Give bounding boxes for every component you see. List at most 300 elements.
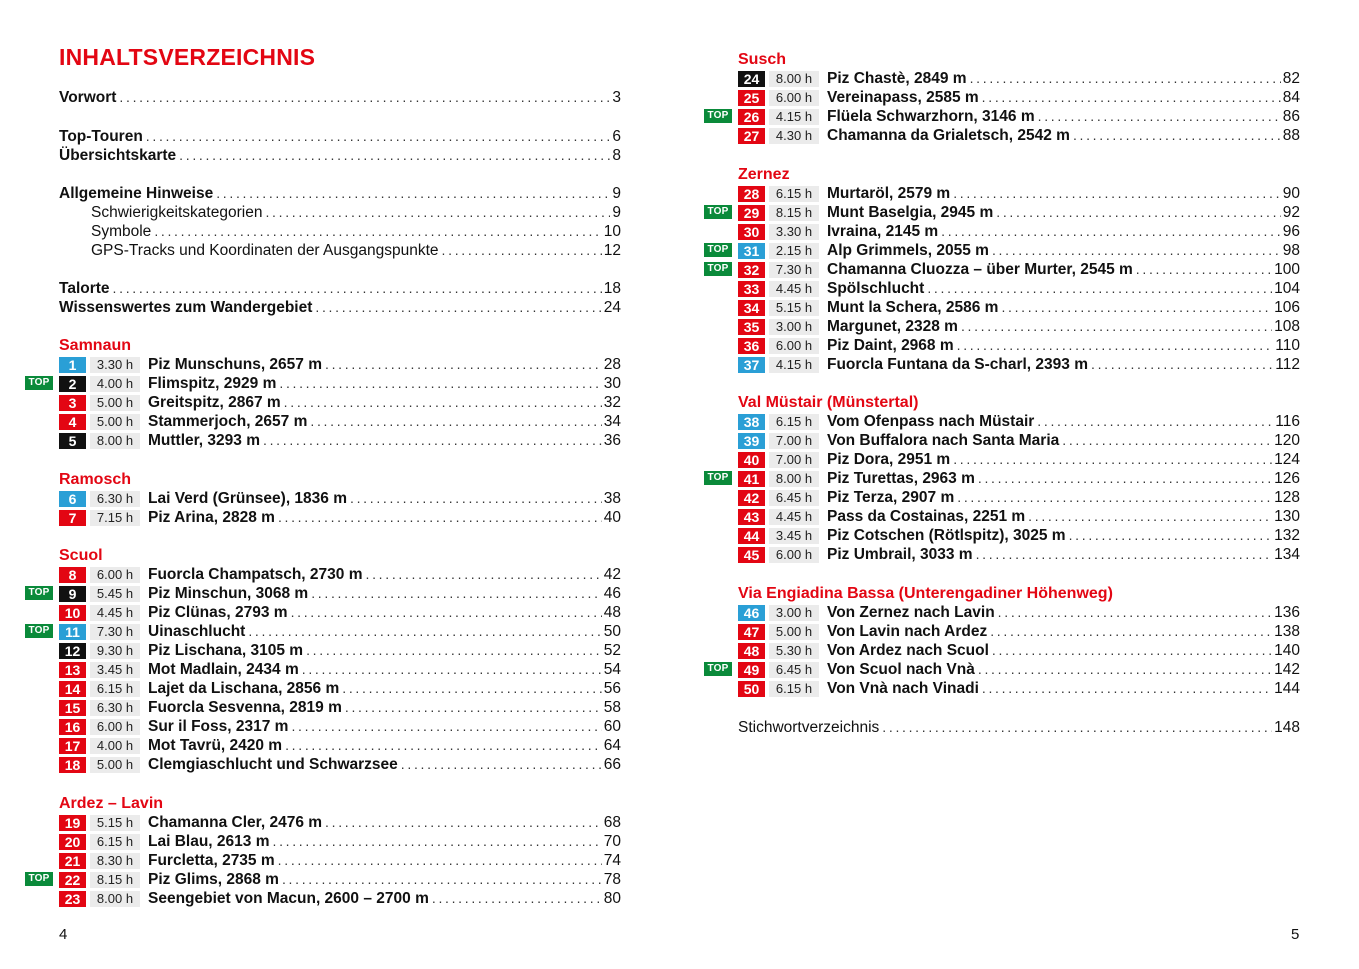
- tour-entry[interactable]: [28, 870, 621, 889]
- tour-number-badge: 9: [59, 586, 86, 602]
- tour-title: Lajet da Lischana, 2856 m: [148, 680, 340, 697]
- tour-page-number: 120: [1274, 432, 1300, 449]
- tour-number-badge: 1: [59, 357, 86, 373]
- tour-number-badge: 6: [59, 491, 86, 507]
- walking-time: 8.30 h: [90, 853, 140, 869]
- tour-entry[interactable]: [738, 679, 1300, 698]
- tour-page-number: 82: [1282, 70, 1300, 87]
- tour-entry[interactable]: [59, 412, 621, 431]
- dot-leader: [957, 336, 1274, 355]
- walking-time: 6.15 h: [769, 414, 819, 430]
- dot-leader: [961, 317, 1272, 336]
- tour-title: Von Buffalora nach Santa Maria: [827, 432, 1060, 449]
- tour-title: Piz Dora, 2951 m: [827, 451, 951, 468]
- tour-page-number: 112: [1275, 356, 1300, 373]
- walking-time: 6.15 h: [90, 834, 140, 850]
- dot-leader: [978, 660, 1272, 679]
- dot-leader: [342, 679, 601, 698]
- tour-page-number: 42: [603, 566, 621, 583]
- tour-entry[interactable]: [59, 508, 621, 527]
- tour-title: Chamanna Cluozza – über Murter, 2545 m: [827, 261, 1133, 278]
- tour-page-number: 64: [603, 737, 621, 754]
- tour-number-badge: 30: [738, 224, 765, 240]
- walking-time: 3.00 h: [769, 319, 819, 335]
- tour-page-number: 50: [603, 623, 621, 640]
- tour-number-badge: 10: [59, 605, 86, 621]
- tour-title: Ivraina, 2145 m: [827, 223, 939, 240]
- tour-entry[interactable]: [59, 431, 621, 450]
- region-heading: Samnaun: [59, 337, 132, 354]
- page-number-right: 5: [1291, 926, 1300, 943]
- tour-title: Munt Baselgia, 2945 m: [827, 204, 994, 221]
- tour-number-badge: 48: [738, 643, 765, 659]
- tour-page-number: 90: [1282, 185, 1300, 202]
- tour-page-number: 96: [1282, 223, 1300, 240]
- tour-title: Von Zernez nach Lavin: [827, 604, 995, 621]
- walking-time: 5.15 h: [90, 815, 140, 831]
- tour-entry[interactable]: [738, 126, 1300, 145]
- tour-entry[interactable]: [738, 603, 1300, 622]
- top-tour-badge: TOP: [25, 376, 53, 390]
- tour-number-badge: 15: [59, 700, 86, 716]
- entry-label: Schwierigkeitskategorien: [91, 204, 263, 221]
- region-heading: Via Engiadina Bassa (Unterengadiner Höhenweg): [738, 585, 1113, 602]
- tour-entry[interactable]: [707, 660, 1300, 679]
- tour-number-badge: 37: [738, 357, 765, 373]
- tour-title: Clemgiaschlucht und Schwarzsee: [148, 756, 398, 773]
- tour-page-number: 140: [1274, 642, 1300, 659]
- dot-leader: [1073, 126, 1281, 145]
- top-tour-badge: TOP: [704, 662, 732, 676]
- tour-entry[interactable]: [59, 755, 621, 774]
- walking-time: 5.45 h: [90, 586, 140, 602]
- tour-title: Stammerjoch, 2657 m: [148, 413, 308, 430]
- entry-label: Vorwort: [59, 89, 117, 106]
- entry-page-number: 9: [612, 204, 621, 221]
- walking-time: 7.30 h: [90, 624, 140, 640]
- tour-entry[interactable]: [738, 355, 1300, 374]
- tour-number-badge: 19: [59, 815, 86, 831]
- entry-label: Wissenswertes zum Wandergebiet: [59, 299, 313, 316]
- tour-entry[interactable]: [59, 889, 621, 908]
- tour-title: Flimspitz, 2929 m: [148, 375, 277, 392]
- top-tour-badge: TOP: [704, 109, 732, 123]
- tour-entry[interactable]: [59, 489, 621, 508]
- tour-title: Von Scuol nach Vnà: [827, 661, 975, 678]
- tour-number-badge: 49: [738, 662, 765, 678]
- tour-entry[interactable]: [59, 698, 621, 717]
- dot-leader: [216, 184, 610, 203]
- toc-title: INHALTSVERZEICHNIS: [59, 44, 316, 70]
- tour-entry[interactable]: [707, 241, 1300, 260]
- region-heading: Ramosch: [59, 471, 132, 488]
- walking-time: 8.15 h: [769, 205, 819, 221]
- dot-leader: [953, 450, 1272, 469]
- walking-time: 6.30 h: [90, 491, 140, 507]
- tour-number-badge: 38: [738, 414, 765, 430]
- tour-entry[interactable]: [738, 526, 1300, 545]
- tour-page-number: 144: [1274, 680, 1300, 697]
- toc-entry[interactable]: [59, 222, 621, 241]
- dot-leader: [978, 469, 1272, 488]
- dot-leader: [366, 565, 602, 584]
- region-heading: Scuol: [59, 547, 103, 564]
- tour-title: Mot Tavrü, 2420 m: [148, 737, 283, 754]
- dot-leader: [284, 393, 602, 412]
- dot-leader: [265, 203, 610, 222]
- dot-leader: [1037, 412, 1273, 431]
- tour-entry[interactable]: [59, 832, 621, 851]
- tour-entry[interactable]: [707, 469, 1300, 488]
- tour-entry[interactable]: [738, 507, 1300, 526]
- toc-entry[interactable]: [59, 88, 621, 107]
- tour-title: Piz Daint, 2968 m: [827, 337, 954, 354]
- tour-entry[interactable]: [59, 565, 621, 584]
- entry-page-number: 12: [603, 242, 621, 259]
- tour-number-badge: 36: [738, 338, 765, 354]
- tour-page-number: 104: [1274, 280, 1300, 297]
- dot-leader: [982, 679, 1272, 698]
- tour-entry[interactable]: [707, 260, 1300, 279]
- tour-number-badge: 20: [59, 834, 86, 850]
- tour-page-number: 30: [603, 375, 621, 392]
- walking-time: 8.00 h: [90, 891, 140, 907]
- dot-leader: [1028, 507, 1272, 526]
- tour-entry[interactable]: [59, 736, 621, 755]
- dot-leader: [350, 489, 602, 508]
- tour-title: Furcletta, 2735 m: [148, 852, 275, 869]
- tour-entry[interactable]: [738, 279, 1300, 298]
- tour-page-number: 106: [1274, 299, 1300, 316]
- tour-entry[interactable]: [738, 431, 1300, 450]
- top-tour-badge: TOP: [25, 586, 53, 600]
- tour-page-number: 58: [603, 699, 621, 716]
- tour-title: Muttler, 3293 m: [148, 432, 260, 449]
- tour-entry[interactable]: [28, 584, 621, 603]
- tour-number-badge: 4: [59, 414, 86, 430]
- tour-page-number: 48: [603, 604, 621, 621]
- tour-number-badge: 28: [738, 186, 765, 202]
- tour-number-badge: 40: [738, 452, 765, 468]
- tour-page-number: 80: [603, 890, 621, 907]
- tour-number-badge: 27: [738, 128, 765, 144]
- tour-title: Chamanna Cler, 2476 m: [148, 814, 323, 831]
- entry-label: Top-Touren: [59, 128, 143, 145]
- toc-entry[interactable]: [59, 146, 621, 165]
- tour-page-number: 66: [603, 756, 621, 773]
- tour-entry[interactable]: [738, 184, 1300, 203]
- tour-page-number: 46: [603, 585, 621, 602]
- dot-leader: [113, 279, 602, 298]
- toc-entry[interactable]: [59, 279, 621, 298]
- toc-entry[interactable]: [59, 298, 621, 317]
- tour-number-badge: 23: [59, 891, 86, 907]
- tour-number-badge: 35: [738, 319, 765, 335]
- tour-title: Munt la Schera, 2586 m: [827, 299, 999, 316]
- tour-page-number: 36: [603, 432, 621, 449]
- tour-title: Lai Verd (Grünsee), 1836 m: [148, 490, 348, 507]
- tour-entry[interactable]: [59, 641, 621, 660]
- tour-entry[interactable]: [59, 393, 621, 412]
- tour-page-number: 52: [603, 642, 621, 659]
- dot-leader: [285, 736, 602, 755]
- tour-title: Margunet, 2328 m: [827, 318, 958, 335]
- dot-leader: [401, 755, 602, 774]
- tour-entry[interactable]: [738, 622, 1300, 641]
- dot-leader: [432, 889, 602, 908]
- tour-number-badge: 39: [738, 433, 765, 449]
- tour-page-number: 60: [603, 718, 621, 735]
- tour-title: Piz Cotschen (Rötlspitz), 3025 m: [827, 527, 1066, 544]
- walking-time: 4.45 h: [90, 605, 140, 621]
- tour-number-badge: 47: [738, 624, 765, 640]
- tour-title: Vom Ofenpass nach Müstair: [827, 413, 1035, 430]
- region-heading: Ardez – Lavin: [59, 795, 164, 812]
- tour-number-badge: 13: [59, 662, 86, 678]
- tour-entry[interactable]: [28, 622, 621, 641]
- dot-leader: [976, 545, 1273, 564]
- tour-entry[interactable]: [738, 488, 1300, 507]
- tour-title: Piz Arina, 2828 m: [148, 509, 275, 526]
- tour-page-number: 98: [1282, 242, 1300, 259]
- tour-entry[interactable]: [738, 641, 1300, 660]
- entry-page-number: 18: [603, 280, 621, 297]
- dot-leader: [306, 641, 602, 660]
- tour-title: Von Ardez nach Scuol: [827, 642, 989, 659]
- dot-leader: [272, 832, 601, 851]
- tour-entry[interactable]: [59, 355, 621, 374]
- tour-page-number: 38: [603, 490, 621, 507]
- walking-time: 4.45 h: [769, 509, 819, 525]
- toc-entry[interactable]: [59, 241, 621, 260]
- toc-entry[interactable]: [59, 184, 621, 203]
- entry-page-number: 10: [603, 223, 621, 240]
- entry-page-number: 3: [612, 89, 621, 106]
- toc-entry[interactable]: [738, 718, 1300, 737]
- walking-time: 6.45 h: [769, 662, 819, 678]
- walking-time: 4.00 h: [90, 376, 140, 392]
- walking-time: 6.15 h: [90, 681, 140, 697]
- tour-number-badge: 17: [59, 738, 86, 754]
- tour-title: Von Lavin nach Ardez: [827, 623, 988, 640]
- tour-page-number: 108: [1274, 318, 1300, 335]
- dot-leader: [311, 584, 602, 603]
- walking-time: 5.00 h: [90, 757, 140, 773]
- tour-number-badge: 14: [59, 681, 86, 697]
- tour-entry[interactable]: [738, 450, 1300, 469]
- tour-entry[interactable]: [59, 603, 621, 622]
- tour-page-number: 34: [603, 413, 621, 430]
- tour-number-badge: 33: [738, 281, 765, 297]
- walking-time: 8.00 h: [769, 71, 819, 87]
- tour-title: Spölschlucht: [827, 280, 925, 297]
- walking-time: 9.30 h: [90, 643, 140, 659]
- walking-time: 5.00 h: [90, 395, 140, 411]
- dot-leader: [325, 813, 602, 832]
- tour-number-badge: 21: [59, 853, 86, 869]
- tour-number-badge: 34: [738, 300, 765, 316]
- walking-time: 6.00 h: [769, 547, 819, 563]
- tour-number-badge: 41: [738, 471, 765, 487]
- walking-time: 7.15 h: [90, 510, 140, 526]
- tour-title: Piz Terza, 2907 m: [827, 489, 955, 506]
- tour-entry[interactable]: [738, 88, 1300, 107]
- tour-page-number: 124: [1274, 451, 1300, 468]
- tour-page-number: 136: [1274, 604, 1300, 621]
- top-tour-badge: TOP: [704, 205, 732, 219]
- entry-label: Allgemeine Hinweise: [59, 185, 214, 202]
- tour-page-number: 116: [1275, 413, 1300, 430]
- dot-leader: [119, 88, 610, 107]
- tour-page-number: 70: [603, 833, 621, 850]
- dot-leader: [1001, 298, 1272, 317]
- tour-number-badge: 50: [738, 681, 765, 697]
- dot-leader: [279, 374, 601, 393]
- dot-leader: [996, 203, 1280, 222]
- tour-entry[interactable]: [59, 717, 621, 736]
- tour-title: Fuorcla Champatsch, 2730 m: [148, 566, 363, 583]
- tour-entry[interactable]: [707, 107, 1300, 126]
- tour-number-badge: 3: [59, 395, 86, 411]
- dot-leader: [315, 298, 601, 317]
- entry-label: Talorte: [59, 280, 110, 297]
- tour-page-number: 130: [1274, 508, 1300, 525]
- dot-leader: [1136, 260, 1272, 279]
- top-tour-badge: TOP: [25, 872, 53, 886]
- tour-entry[interactable]: [59, 851, 621, 870]
- walking-time: 6.00 h: [90, 719, 140, 735]
- dot-leader: [310, 412, 601, 431]
- entry-page-number: 24: [603, 299, 621, 316]
- dot-leader: [1069, 526, 1273, 545]
- dot-leader: [998, 603, 1272, 622]
- top-tour-badge: TOP: [704, 471, 732, 485]
- tour-title: Piz Umbrail, 3033 m: [827, 546, 973, 563]
- top-tour-badge: TOP: [704, 243, 732, 257]
- tour-page-number: 142: [1274, 661, 1300, 678]
- tour-entry[interactable]: [738, 69, 1300, 88]
- tour-page-number: 128: [1274, 489, 1300, 506]
- tour-entry[interactable]: [707, 203, 1300, 222]
- dot-leader: [1038, 107, 1281, 126]
- tour-entry[interactable]: [59, 679, 621, 698]
- tour-title: Fuorcla Funtana da S-charl, 2393 m: [827, 356, 1088, 373]
- tour-title: Alp Grimmels, 2055 m: [827, 242, 989, 259]
- dot-leader: [990, 622, 1272, 641]
- toc-entry[interactable]: [59, 127, 621, 146]
- tour-number-badge: 18: [59, 757, 86, 773]
- tour-number-badge: 7: [59, 510, 86, 526]
- tour-page-number: 132: [1274, 527, 1300, 544]
- tour-page-number: 110: [1275, 337, 1300, 354]
- entry-label: Symbole: [91, 223, 152, 240]
- tour-page-number: 86: [1282, 108, 1300, 125]
- tour-number-badge: 32: [738, 262, 765, 278]
- walking-time: 4.00 h: [90, 738, 140, 754]
- walking-time: 6.15 h: [769, 681, 819, 697]
- dot-leader: [1062, 431, 1272, 450]
- tour-page-number: 134: [1274, 546, 1300, 563]
- tour-page-number: 126: [1274, 470, 1300, 487]
- dot-leader: [325, 355, 602, 374]
- walking-time: 7.00 h: [769, 433, 819, 449]
- tour-number-badge: 11: [59, 624, 86, 640]
- tour-number-badge: 43: [738, 509, 765, 525]
- walking-time: 3.45 h: [769, 528, 819, 544]
- tour-entry[interactable]: [738, 222, 1300, 241]
- dot-leader: [941, 222, 1281, 241]
- entry-page-number: 9: [612, 185, 621, 202]
- tour-title: Greitspitz, 2867 m: [148, 394, 281, 411]
- dot-leader: [302, 660, 602, 679]
- walking-time: 5.15 h: [769, 300, 819, 316]
- dot-leader: [1091, 355, 1273, 374]
- entry-page-number: 148: [1274, 719, 1300, 736]
- dot-leader: [248, 622, 601, 641]
- tour-title: Piz Glims, 2868 m: [148, 871, 279, 888]
- tour-entry[interactable]: [738, 336, 1300, 355]
- tour-number-badge: 29: [738, 205, 765, 221]
- tour-title: Piz Minschun, 3068 m: [148, 585, 309, 602]
- tour-page-number: 56: [603, 680, 621, 697]
- tour-entry[interactable]: [738, 298, 1300, 317]
- tour-title: Chamanna da Grialetsch, 2542 m: [827, 127, 1070, 144]
- tour-title: Piz Clünas, 2793 m: [148, 604, 288, 621]
- tour-number-badge: 22: [59, 872, 86, 888]
- dot-leader: [970, 69, 1281, 88]
- walking-time: 6.30 h: [90, 700, 140, 716]
- region-heading: Val Müstair (Münstertal): [738, 394, 919, 411]
- tour-number-badge: 42: [738, 490, 765, 506]
- tour-title: Piz Lischana, 3105 m: [148, 642, 304, 659]
- tour-title: Fuorcla Sesvenna, 2819 m: [148, 699, 342, 716]
- dot-leader: [442, 241, 602, 260]
- tour-page-number: 100: [1274, 261, 1300, 278]
- tour-title: Piz Turettas, 2963 m: [827, 470, 975, 487]
- tour-page-number: 138: [1274, 623, 1300, 640]
- walking-time: 3.30 h: [90, 357, 140, 373]
- toc-entry[interactable]: [59, 203, 621, 222]
- walking-time: 7.00 h: [769, 452, 819, 468]
- dot-leader: [263, 431, 602, 450]
- tour-entry[interactable]: [28, 374, 621, 393]
- walking-time: 6.45 h: [769, 490, 819, 506]
- walking-time: 4.45 h: [769, 281, 819, 297]
- page-number-left: 4: [59, 926, 68, 943]
- entry-page-number: 8: [612, 147, 621, 164]
- walking-time: 8.15 h: [90, 872, 140, 888]
- tour-number-badge: 46: [738, 605, 765, 621]
- walking-time: 8.00 h: [90, 433, 140, 449]
- entry-label: Übersichtskarte: [59, 147, 177, 164]
- tour-entry[interactable]: [59, 813, 621, 832]
- walking-time: 3.30 h: [769, 224, 819, 240]
- tour-page-number: 92: [1282, 204, 1300, 221]
- walking-time: 5.00 h: [90, 414, 140, 430]
- tour-page-number: 74: [603, 852, 621, 869]
- tour-entry[interactable]: [738, 317, 1300, 336]
- dot-leader: [278, 508, 602, 527]
- walking-time: 7.30 h: [769, 262, 819, 278]
- tour-entry[interactable]: [738, 412, 1300, 431]
- dot-leader: [953, 184, 1281, 203]
- tour-number-badge: 44: [738, 528, 765, 544]
- tour-entry[interactable]: [738, 545, 1300, 564]
- tour-title: Murtaröl, 2579 m: [827, 185, 951, 202]
- tour-title: Seengebiet von Macun, 2600 – 2700 m: [148, 890, 429, 907]
- dot-leader: [882, 718, 1272, 737]
- tour-entry[interactable]: [59, 660, 621, 679]
